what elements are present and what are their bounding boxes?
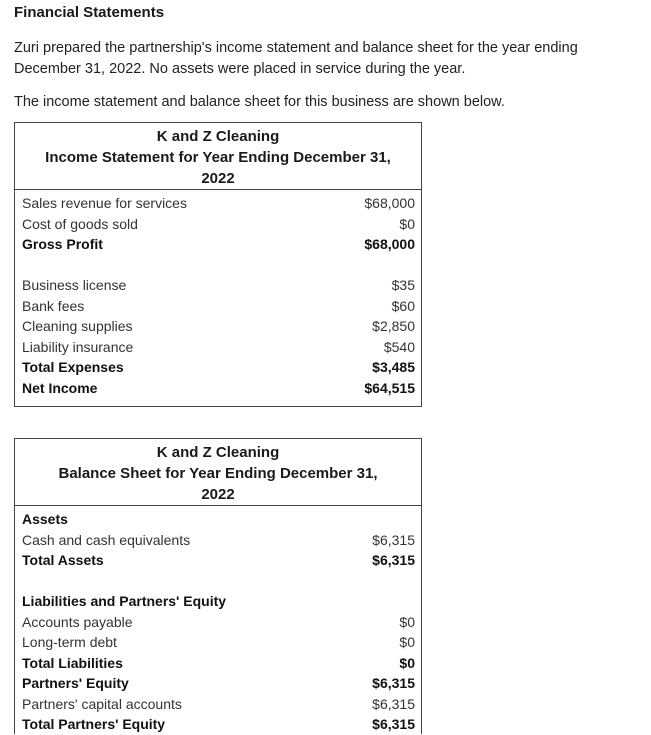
row-label: Total Liabilities [22,654,123,671]
row-label: Business license [22,277,127,293]
row-value: $540 [383,338,415,355]
intro-paragraph: Zuri prepared the partnership's income statement and balance sheet for the year ending December 31, 2022. No assets were placed in service during the year. [14,40,578,77]
income-statement-table [14,122,422,407]
statement-row [22,530,415,551]
row-value: $6,315 [372,531,415,548]
statement-row [22,275,415,296]
statement-row [22,214,415,235]
income-statement-body [15,190,421,398]
balance-sheet-header [15,439,421,506]
page-heading: Financial Statements [14,4,165,21]
row-label: Liability insurance [22,338,134,355]
row-label: Net Income [22,379,98,396]
lead-paragraph: The income statement and balance sheet for this business are shown below. [14,94,505,110]
row-label: Partners' capital accounts [22,695,182,712]
statement-row [22,550,415,571]
row-value: $0 [399,634,415,650]
income-statement-header [15,123,421,190]
row-label: Cost of goods sold [22,215,138,232]
row-value: $64,515 [364,379,415,396]
statement-row [22,673,415,694]
row-label: Total Partners' Equity [22,716,166,732]
row-spacer [22,255,415,276]
row-value: $2,850 [372,318,415,334]
row-value: $6,315 [372,552,415,568]
statement-row [22,234,415,255]
row-value: $68,000 [364,195,415,211]
row-value: $6,315 [372,695,415,712]
row-label: Total Assets [22,552,104,568]
statement-row [22,296,415,317]
row-label: Gross Profit [22,236,103,252]
row-value: $68,000 [364,236,415,252]
statement-row [22,337,415,358]
row-value: $0 [399,613,415,630]
row-label: Liabilities and Partners' Equity [22,593,227,609]
income-statement-title-line1: Income Statement for Year Ending December 31, [45,149,391,166]
statement-row [22,632,415,653]
row-value: $6,315 [372,675,415,691]
balance-sheet-body [15,506,421,735]
row-label: Sales revenue for services [22,195,187,211]
income-statement-title-line2: 2022 [201,170,235,187]
statement-row [22,653,415,674]
row-label: Long-term debt [22,634,117,650]
row-label: Cleaning supplies [22,318,133,334]
statement-row [22,591,415,612]
row-value: $0 [399,215,415,232]
row-value: $6,315 [372,716,415,732]
income-statement-company: K and Z Cleaning [156,128,280,145]
row-spacer [22,571,415,592]
row-value: $0 [399,654,415,671]
statement-row [22,509,415,530]
row-label: Cash and cash equivalents [22,531,191,548]
row-label: Partners' Equity [22,675,129,691]
balance-sheet-title-line1: Balance Sheet for Year Ending December 31, [58,465,378,482]
statement-row [22,316,415,337]
statement-row [22,357,415,378]
row-value: $3,485 [372,359,415,375]
row-label: Total Expenses [22,359,124,375]
row-value: $60 [391,297,415,314]
row-label: Accounts payable [22,613,133,630]
row-label: Bank fees [22,297,85,314]
statement-row [22,612,415,633]
balance-sheet-table [14,438,422,734]
statement-row [22,714,415,735]
statement-row [22,694,415,715]
balance-sheet-company: K and Z Cleaning [156,444,280,461]
statement-row [22,193,415,214]
balance-sheet-title-line2: 2022 [201,486,235,503]
row-value: $35 [391,277,415,293]
statement-row [22,378,415,399]
row-label: Assets [22,511,68,527]
